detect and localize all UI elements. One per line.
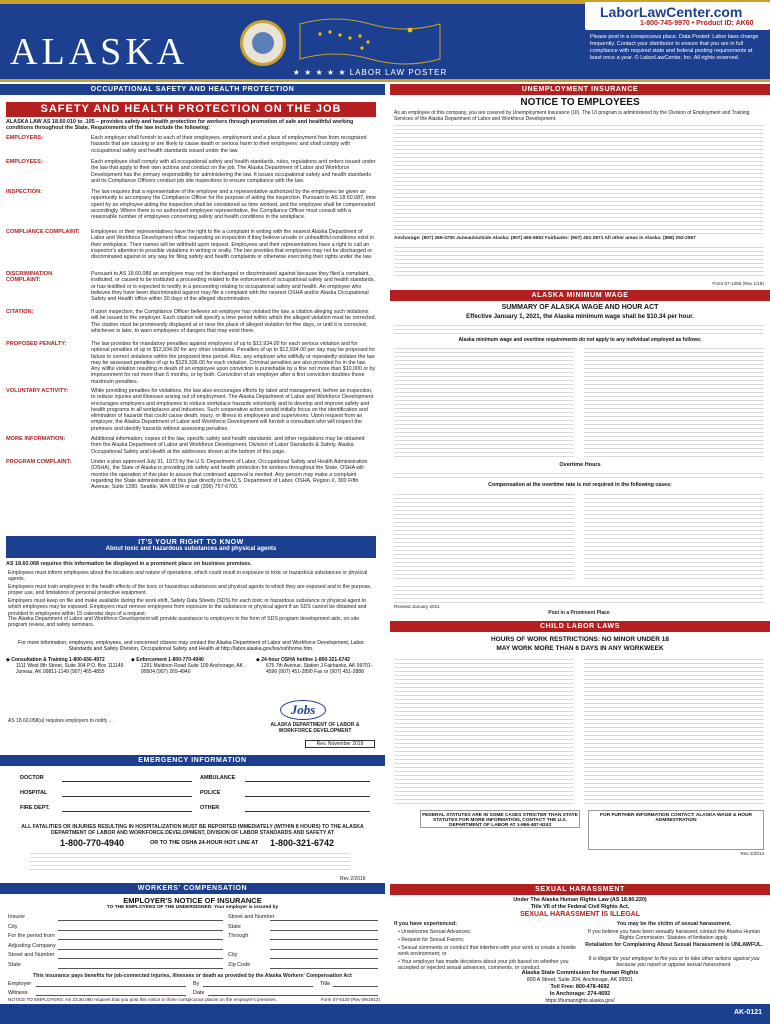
contact-consultation bbox=[6, 657, 126, 675]
harassment-item bbox=[398, 945, 578, 958]
emergency-input-line[interactable] bbox=[62, 781, 192, 782]
safety-row bbox=[6, 436, 376, 458]
safety-row-text: Employees or their representatives have the right to file a complaint in writing with the nearest Alaska Department of Labor and Workforce Development office requesting an inspection if they believe unsafe or unhealthful conditions exist in their workplace. Their names will be withheld upon request. Employees and their representatives have a right to call an inspector's attention to possible violations in writing or orally. The law provides that employees may not be discharged or discriminated against in any way for filing safety and health complaints or otherwise exercising their rights under the law. bbox=[91, 229, 375, 261]
workers-comp-input[interactable] bbox=[58, 930, 223, 931]
emergency-phone-2: 1-800-321-6742 bbox=[270, 838, 335, 848]
dol-caption: ALASKA DEPARTMENT OF LABOR & WORKFORCE DEVELOPMENT bbox=[270, 722, 360, 735]
osh-contacts bbox=[6, 640, 376, 712]
footer-strip bbox=[0, 1004, 770, 1024]
workers-comp-label: City bbox=[8, 923, 18, 930]
right-to-know-intro: AS 18.60.068 requires this information be displayed in a prominent place on business premises. bbox=[6, 561, 252, 567]
harassment-bar: SEXUAL HARASSMENT bbox=[390, 884, 770, 895]
date-line[interactable] bbox=[208, 995, 378, 996]
title-line[interactable] bbox=[333, 986, 378, 987]
commission-name: Alaska State Commission for Human Rights bbox=[521, 970, 639, 976]
contact-head: ◆ Enforcement 1-800-770-4940 bbox=[131, 657, 204, 663]
harassment-item-text: Unwelcome Sexual Advances; bbox=[401, 929, 472, 935]
safety-row-text: The law requires that a representative of the employer and a representative authorized by the employees be given an opportunity to accompany the Compliance Officer for the purpose of aiding the inspection. Pursuant to AS 18.60.087, time spent by an employee aiding the inspection shall be considered as time worked, and the employee shall be compensated accordingly. Where there is no authorized employee representative, the Compliance Officer must consult with a reasonable number of employees concerning safety and health conditions in the workplace. bbox=[91, 189, 376, 221]
workers-comp-input[interactable] bbox=[270, 958, 378, 959]
poster-band: ★ ★ ★ ★ ★ LABOR LAW POSTER bbox=[292, 68, 448, 77]
workers-comp-input[interactable] bbox=[270, 949, 378, 950]
federal-statutes-box: FEDERAL STATUTES ARE IN SOME CASES STRICTER THAN STATE STATUTES FOR MORE INFORMATION, CONTACT THE U.S. DEPARTMENT OF LABOR AT 1-866-487-9243 bbox=[420, 810, 580, 828]
safety-row-text: Under a plan approved July 31, 1973 by the U.S. Department of Labor, Occupational Safety and Health Administration (OSHA), the State of Alaska is providing job safety and health protection for workers throughout the State. OSHA will monitor the operation of this plan to assure that continued approval is merited. Any person may make a complaint regarding the State administration of this plan directly to the U.S. Department of Labor, OSHA, Region X, 300 Fifth Avenue, Suite 1280, Seattle, WA 98104 or call (206) 757-6700. bbox=[91, 459, 368, 491]
emergency-input-line[interactable] bbox=[62, 811, 192, 812]
safety-row-label: PROGRAM COMPLAINT: bbox=[6, 459, 72, 465]
harassment-item-text: Sexual comments or conduct that interfere with your work or create a hostile work environment; or bbox=[398, 944, 576, 957]
emergency-or: OR TO THE OSHA 24-HOUR HOT LINE AT bbox=[150, 840, 259, 846]
right-to-know-item: Employees must train employees in the health effects of the toxic or hazardous substances and physical agents to which they are exposed and in the purpose, proper use, and limitations of personal protective equipment. bbox=[8, 584, 372, 597]
safety-row-label: VOLUNTARY ACTIVITY: bbox=[6, 388, 69, 394]
min-wage-exemptions-left bbox=[394, 345, 574, 460]
min-wage-post: Post in a Prominent Place bbox=[548, 610, 610, 616]
witness-label: Witness bbox=[8, 990, 28, 996]
safety-row-text: Pursuant to AS 18.60.089 an employee may not be discharged or discriminated against because they filed a complaint, instituted, or caused to be instituted a proceeding related to the enforcement of occupational safety and health standards, or has testified or is expected to testify in a proceeding relating to occupational safety and health. An employee who believes they have been discriminated against may file a complaint with the nearest OSHA and/or Alaska Occupational Safety and Health office within 30 days of the alleged discrimination. bbox=[91, 271, 375, 303]
safety-row-text: Additional information, copies of the law, specific safety and health standards, and other regulations may be obtained from the Alaska Department of Labor and Workforce Development, Division of Labor Standards & Safety, Alaska Occupational Safety and Health at the addresses shown at the bottom of this page. bbox=[91, 436, 365, 455]
contact-head: ◆ 24-hour OSHA hotline 1-800-321-6742 bbox=[256, 657, 350, 663]
safety-row bbox=[6, 388, 376, 434]
safety-row-label: DISCRIMINATION COMPLAINT: bbox=[6, 271, 53, 284]
workers-comp-input[interactable] bbox=[270, 930, 378, 931]
contact-hotline bbox=[256, 657, 376, 675]
workers-comp-label: Zip Code bbox=[228, 961, 251, 968]
commission-anchorage: In Anchorage: 274-4692 bbox=[549, 991, 611, 997]
alaska-flag-icon bbox=[300, 14, 440, 69]
child-labor-bar: CHILD LABOR LAWS bbox=[390, 621, 770, 632]
child-title-1: HOURS OF WORK RESTRICTIONS: NO MINOR UNDER 18 bbox=[490, 636, 670, 643]
workers-comp-witness-row bbox=[8, 990, 378, 997]
date-label: Date bbox=[193, 990, 205, 996]
child-left-text bbox=[394, 656, 574, 806]
min-wage-exemptions-right bbox=[584, 345, 764, 460]
harassment-retaliation: Retaliation for Complaining About Sexual Harassment is UNLAWFUL. bbox=[585, 942, 763, 948]
emergency-input-line[interactable] bbox=[245, 796, 370, 797]
right-to-know-list bbox=[8, 570, 376, 617]
emergency-notice: ALL FATALITIES OR INJURIES RESULTING IN HOSPITALIZATION MUST BE REPORTED IMMEDIATELY (WITHIN 8 HOURS) TO THE ALASKA DEPARTMENT OF LABOR AND WORKFORCE DEVELOPMENT, DIVISION OF LABOR STANDARDS AND SAFETY AT bbox=[21, 824, 364, 837]
emergency-offices-text bbox=[30, 850, 350, 872]
safety-row-text: Each employee shall comply with all occupational safety and health standards, rules, regulations and orders issued under the law that apply to their own actions and conduct on the job. The Alaska Department of Labor and Workforce Development has the primary responsibility for administering the law. It issues occupational safety and health standards and its Compliance Officers conduct job site inspections to ensure compliance with the law. bbox=[91, 159, 376, 184]
contacts-intro: For more information, employers, employees, and concerned citizens may contact the Alaska Department of Labor and Workforce Development, Labor Standards and Safety Division, Occupational Safety and Health at http://labor.alaska.gov/lss/oshhome.htm. bbox=[18, 640, 364, 652]
contact-body: 1111 West 8th Street, Suite 304 P.O. Box 111149 Juneau, AK 99811-1149 (907) 465-4855 bbox=[16, 663, 124, 675]
emergency-label: AMBULANCE bbox=[200, 775, 236, 781]
emergency-revision: Rev 2/2016 bbox=[340, 876, 366, 882]
harassment-illegal: SEXUAL HARASSMENT IS ILLEGAL bbox=[519, 911, 641, 918]
poster-header bbox=[0, 0, 770, 82]
comp-head: Compensation at the overtime rate is not required in the following cases: bbox=[488, 482, 672, 488]
harassment-item-text: Your employer has made decisions about your job based on whether you accepted or rejected sexual advances, comments, or conduct. bbox=[398, 958, 569, 971]
safety-row-label: PROPOSED PENALTY: bbox=[6, 341, 67, 347]
workers-comp-input[interactable] bbox=[270, 920, 378, 921]
bullet-icon: • bbox=[398, 944, 402, 951]
jobs-logo: Jobs bbox=[280, 700, 326, 720]
unemployment-form: Form 07-1255 (Rev 1/18) bbox=[712, 281, 764, 286]
commission-url[interactable]: https://humanrights.alaska.gov/ bbox=[545, 998, 615, 1004]
emergency-input-line[interactable] bbox=[245, 781, 370, 782]
safety-row-label: EMPLOYERS: bbox=[6, 135, 43, 141]
child-title-2: MAY WORK MORE THAN 6 DAYS IN ANY WORKWEEK bbox=[496, 645, 664, 652]
unemployment-bar: UNEMPLOYMENT INSURANCE bbox=[390, 84, 770, 95]
min-wage-footer-text bbox=[394, 583, 764, 603]
employer-line[interactable] bbox=[36, 986, 186, 987]
emergency-offices bbox=[30, 850, 350, 872]
workers-comp-label: For the period from bbox=[8, 933, 55, 939]
harassment-retaliation-body: It is illegal for your employer to fire you or to take other actions against you because you report or oppose sexual harassment. bbox=[588, 956, 760, 969]
workers-comp-label: City bbox=[228, 952, 238, 958]
min-wage-intro-text bbox=[394, 322, 764, 336]
unemployment-phones: Anchorage: (907) 269-4700 Juneau/outside Alaska: (907) 465-5552 Fairbanks: (907) 451-2871 All other areas in Alaska: (888) 252-2557 bbox=[394, 236, 696, 241]
min-wage-bar: ALASKA MINIMUM WAGE bbox=[390, 290, 770, 301]
harassment-right-head: You may be the victim of sexual harassment. bbox=[616, 921, 732, 927]
comp-left bbox=[394, 491, 574, 581]
unemployment-body: As an employee of this company, you are covered by Unemployment Insurance (UI). The UI program is administered by the Division of Employment and Training Services of the Alaska Department of Labor and Workforce Development. bbox=[394, 110, 750, 123]
workers-comp-row bbox=[8, 914, 378, 922]
safety-intro: ALASKA LAW AS 18.60.010 to .105 – provides safety and health protection for workers through promotion of safe and healthful working conditions throughout the State. Requirements of the law include the following: bbox=[6, 119, 354, 132]
harassment-experienced: If you have experienced: bbox=[394, 921, 457, 927]
safety-row-label: MORE INFORMATION: bbox=[6, 436, 66, 442]
workers-comp-label: State bbox=[228, 923, 241, 930]
safety-row bbox=[6, 459, 376, 489]
unemployment-title: NOTICE TO EMPLOYEES bbox=[520, 97, 640, 108]
safety-row bbox=[6, 341, 376, 387]
workers-comp-insured-note: This insurance pays benefits for job-connected injuries, illnesses or death as provided by the Alaska Workers' Compensation Act bbox=[33, 973, 352, 979]
safety-row bbox=[6, 309, 376, 339]
safety-title: SAFETY AND HEALTH PROTECTION ON THE JOB bbox=[6, 102, 376, 117]
workers-comp-bar: WORKERS' COMPENSATION bbox=[0, 883, 385, 894]
osh-bar: OCCUPATIONAL SAFETY AND HEALTH PROTECTION bbox=[0, 84, 385, 95]
employer-label: Employer bbox=[8, 981, 32, 987]
workers-comp-input[interactable] bbox=[58, 968, 223, 969]
emergency-label: POLICE bbox=[200, 790, 221, 796]
workers-comp-title: EMPLOYER'S NOTICE OF INSURANCE bbox=[123, 896, 262, 905]
safety-row bbox=[6, 189, 376, 227]
right-to-know-banner bbox=[6, 536, 376, 558]
right-to-know-footer: The Alaska Department of Labor and Workforce Development will provide assistance to employers in the form of SDS program development aids, on-site program review, and safety seminars. bbox=[8, 616, 360, 629]
emergency-label: OTHER bbox=[200, 805, 220, 811]
workers-comp-row bbox=[8, 933, 378, 941]
min-wage-effective: Effective January 1, 2021, the Alaska minimum wage shall be $10.34 per hour. bbox=[466, 313, 694, 320]
contact-head: ◆ Consultation & Training 1-800-656-4972 bbox=[6, 657, 105, 663]
emergency-phone-1: 1-800-770-4940 bbox=[60, 838, 125, 848]
safety-row-text: Each employer shall furnish to each of their employees, employment and a place of employment free from recognized hazards that are causing or are likely to cause death or serious harm to their employees; and shall comply with occupational safety and health standards issued under the law. bbox=[91, 135, 367, 154]
title-label: Title bbox=[320, 981, 331, 987]
min-wage-title: SUMMARY OF ALASKA WAGE AND HOUR ACT bbox=[501, 304, 659, 311]
by-line[interactable] bbox=[203, 986, 313, 987]
right-to-know-item: Employers must keep on file and make available during the work-shift, Safety Data Sheets (SDS) for each toxic or hazardous substance or physical agent to which employees may be exposed. Employers must remove employees from exposure to the substance or physical agent if an SDS cannot be obtained and provided to employees within 15 calendar days of a request. bbox=[8, 598, 367, 617]
bullet-icon: • bbox=[398, 936, 402, 943]
commission-toll: Toll Free: 800-478-4692 bbox=[550, 984, 610, 990]
right-to-know-title: IT'S YOUR RIGHT TO KNOW bbox=[138, 539, 244, 546]
brand-phone: 1-800-745-9970 • Product ID: AK60 bbox=[640, 20, 754, 27]
safety-row-label: EMPLOYEES: bbox=[6, 159, 43, 165]
harassment-title-1: Under The Alaska Human Rights Law (AS 18.80.220) bbox=[513, 897, 647, 903]
workers-comp-form: Form 07-6120 (Rev 09/2012) bbox=[320, 997, 380, 1002]
child-right-text bbox=[584, 656, 764, 806]
workers-comp-input[interactable] bbox=[270, 939, 378, 940]
workers-comp-row bbox=[8, 924, 378, 932]
harassment-item bbox=[398, 937, 578, 943]
contact-enforcement bbox=[131, 657, 251, 675]
safety-row-text: While providing penalties for violations, the law also encourages efforts by labor and management, before an inspection, to reduce injuries and illnesses arising out of employment. The Alaska Department of Labor and Workforce Development encourages employers and employees to reduce workplace hazards voluntarily and to develop and improve safety and health programs in all workplaces and industries. Such cooperative action would initially focus on the identification and elimination of hazards that could cause death, injury, or illness to employees and supervisors. Upon request from an employer, the Alaska Department of Labor and Workforce Development will furnish a consultant who will inspect the premises and identify hazards without assessing penalties. bbox=[91, 388, 374, 432]
unemployment-text-block-2 bbox=[394, 244, 764, 278]
unemployment-text-block bbox=[394, 122, 764, 234]
safety-revision: Rev. November 2018 bbox=[305, 740, 375, 748]
workers-comp-input[interactable] bbox=[270, 968, 378, 969]
workers-comp-label: Street and Number bbox=[8, 952, 55, 958]
child-contact-box: FOR FURTHER INFORMATION CONTACT: ALASKA WAGE & HOUR ADMINISTRATION bbox=[588, 810, 764, 850]
by-label: By bbox=[193, 981, 200, 987]
workers-comp-label: Adjusting Company bbox=[8, 942, 56, 949]
workers-comp-footer: NOTICE TO EMPLOYERS: AS 23.30.060 requires that you post this notice in three conspicuous places on the employer's premises. bbox=[8, 997, 277, 1002]
safety-row-label: COMPLIANCE COMPLAINT: bbox=[6, 229, 80, 235]
contact-body: 1251 Muldoon Road Suite 109 Anchorage, AK 99504 (907) 269-4940 bbox=[141, 663, 244, 675]
emergency-input-line[interactable] bbox=[245, 811, 370, 812]
emergency-label: FIRE DEPT. bbox=[20, 805, 50, 811]
state-name: ALASKA bbox=[10, 31, 189, 73]
overtime-head: Overtime Hours bbox=[559, 462, 601, 468]
state-seal-icon bbox=[240, 20, 286, 66]
workers-comp-row bbox=[8, 952, 378, 960]
workers-comp-label: Through bbox=[228, 933, 249, 939]
workers-comp-label: Street and Number bbox=[228, 914, 275, 920]
workers-comp-input[interactable] bbox=[58, 920, 223, 921]
emergency-input-line[interactable] bbox=[62, 796, 192, 797]
workers-comp-signature-row bbox=[8, 981, 378, 988]
harassment-right-body: If you believe you have been sexually harassed, contact the Alaska Human Rights Commission. Statutes of limitation apply. bbox=[587, 929, 761, 942]
workers-comp-input[interactable] bbox=[58, 949, 223, 950]
safety-row-label: INSPECTION: bbox=[6, 189, 43, 195]
min-wage-revision: Revised January 2021 bbox=[394, 604, 440, 609]
safety-row bbox=[6, 159, 376, 187]
workers-comp-input[interactable] bbox=[58, 939, 223, 940]
safety-row bbox=[6, 135, 376, 157]
emergency-label: HOSPITAL bbox=[20, 790, 48, 796]
emergency-bar: EMERGENCY INFORMATION bbox=[0, 755, 385, 766]
min-wage-exemptions-head: Alaska minimum wage and overtime requirements do not apply to any individual employed as follows: bbox=[458, 337, 702, 343]
harassment-item-text: Request for Sexual Favors; bbox=[401, 936, 465, 943]
workers-comp-label: State bbox=[8, 961, 21, 968]
harassment-title-2: Title VII of the Federal Civil Rights Act, bbox=[530, 904, 630, 910]
harassment-item bbox=[398, 929, 578, 935]
as-note: AS 18.60.058(a) requires employers to notify ... bbox=[8, 718, 113, 724]
posting-notice: Please post in a conspicuous place. Data Posted: Labor laws change frequently. Contact your distributor to ensure that you are in full compliance with required state and federal posting requirements at least once a year. © LaborLawCenter, Inc. All rights reserved. bbox=[590, 34, 759, 61]
witness-line[interactable] bbox=[36, 995, 186, 996]
safety-row bbox=[6, 271, 376, 307]
right-to-know-subtitle: About toxic and hazardous substances and physical agents bbox=[105, 546, 277, 552]
workers-comp-input[interactable] bbox=[58, 958, 223, 959]
contact-body: 675 7th Avenue, Station J Fairbanks, AK 99701-4596 (907) 451-2890 Fax or (907) 451-2888 bbox=[266, 663, 373, 675]
safety-row-text: If upon inspection, the Compliance Officer believes an employer has violated the law, a citation alleging such violations will be issued to the employer. Each citation will specify a time period within which the alleged violation must be corrected. The citation must be prominently displayed at or near the place of alleged violation for five days, or until it is corrected, whichever is later, to warn employees of dangers that may exist there. bbox=[91, 309, 376, 334]
comp-right bbox=[584, 491, 764, 581]
workers-comp-subtitle: TO THE EMPLOYEES OF THE UNDERSIGNED: Your employer is insured by bbox=[106, 905, 279, 910]
safety-row-text: The law provides for mandatory penalties against employers of up to $12,934.00 for each serious violation and for optional penalties of up to $12,934.00 for any other violations. Penalties of up to $12,934.00 per day may be proposed for failure to correct violations within the proposed time period. Also, any employer who willfully or repeatedly violates the law may be assessed penalties of up to $129,336.00 for each violation. Criminal penalties are also provided for in the law. Any willful violation resulting in death of an employee upon conviction is punishable by a fine not more than $10,000 or by imprisonment for not more than 6 months, or by both. Conviction of an employer after a first conviction doubles these maximum penalties. bbox=[91, 341, 376, 385]
brand-name: LaborLawCenter.com bbox=[600, 4, 743, 20]
bullet-icon: • bbox=[398, 958, 402, 965]
bullet-icon: • bbox=[398, 929, 402, 935]
child-revision: Rev 2/2014 bbox=[740, 851, 764, 856]
workers-comp-label: Insurer bbox=[8, 914, 26, 920]
commission-address: 800 A Street, Suite 204, Anchorage, AK 99501 bbox=[526, 977, 634, 983]
workers-comp-row bbox=[8, 943, 378, 951]
emergency-label: DOCTOR bbox=[20, 775, 44, 781]
safety-row-label: CITATION: bbox=[6, 309, 34, 315]
poster-code: AK-0121 bbox=[733, 1009, 762, 1016]
overtime-text bbox=[394, 470, 764, 480]
safety-row bbox=[6, 229, 376, 269]
workers-comp-row bbox=[8, 962, 378, 970]
right-to-know-item: Employees must inform employees about the locations and nature of operations, which could result in exposure to toxic or hazardous substances or physical agents. bbox=[8, 570, 368, 583]
